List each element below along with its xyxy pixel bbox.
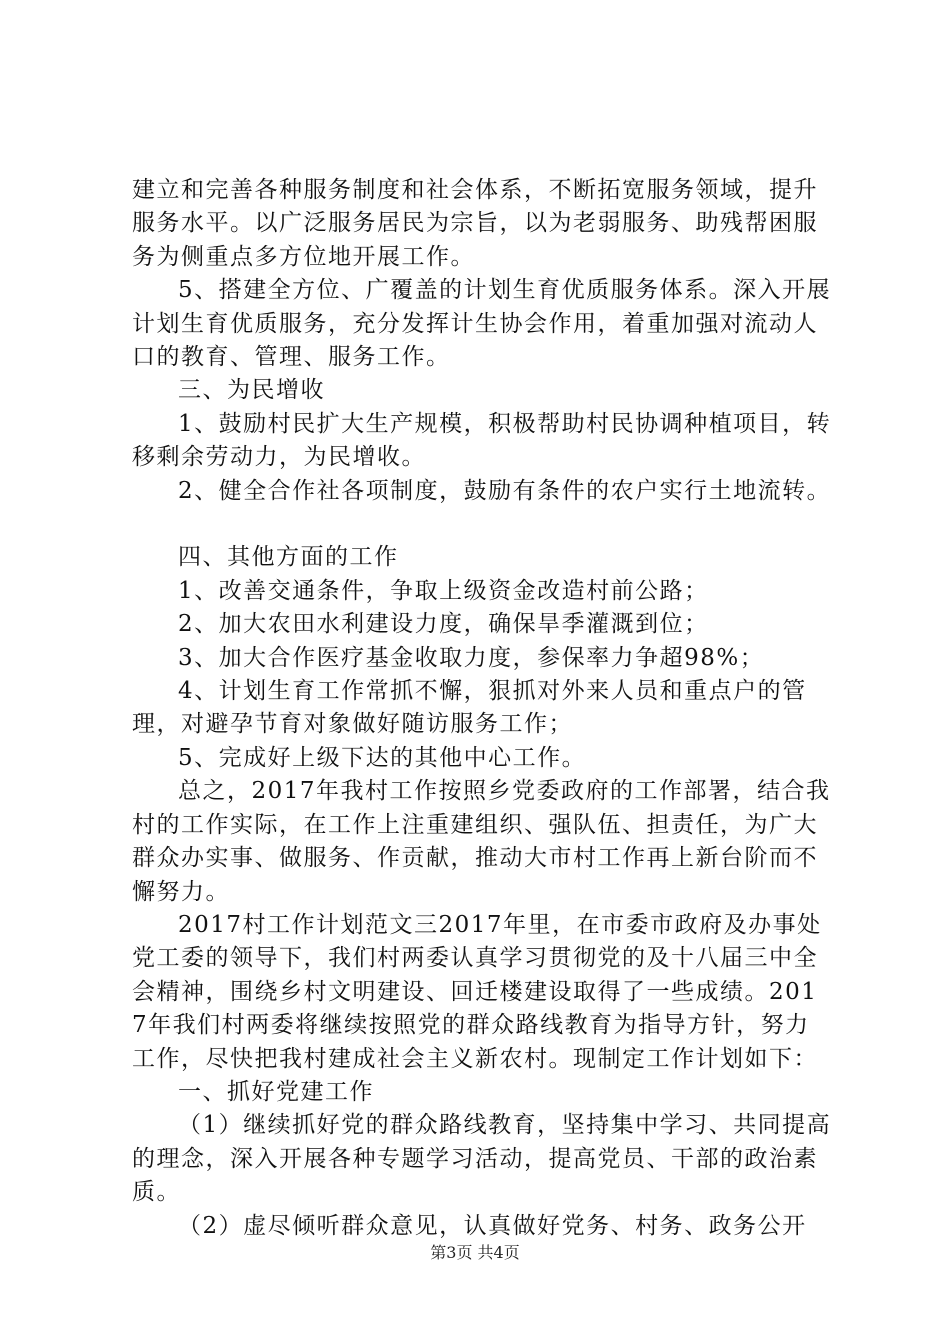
paragraph: 2、加大农田水利建设力度，确保旱季灌溉到位；: [178, 611, 709, 638]
paragraph: 1、改善交通条件，争取上级资金改造村前公路；: [178, 577, 709, 604]
paragraph: 2、健全合作社各项制度，鼓励有条件的农户实行土地流转。: [178, 477, 832, 504]
page-footer: 第3页 共4页: [430, 1243, 520, 1262]
paragraph: 5、搭建全方位、广覆盖的计划生育优质服务体系。深入开展计划生育优质服务，充分发挥计生协会作用，着重加强对流动人口的教育、管理、服务工作。: [132, 277, 832, 371]
paragraph: 2017村工作计划范文三2017年里，在市委市政府及办事处党工委的领导下，我们村两委认真学习贯彻党的及十八届三中全会精神，围绕乡村文明建设、回迁楼建设取得了一些成绩。2017年我们村两委将继续按照党的群众路线教育为指导方针，努力工作，尽快把我村建成社会主义新农村。现制定工作计划如下：: [132, 911, 822, 1072]
paragraph: 5、完成好上级下达的其他中心工作。: [178, 744, 587, 771]
paragraph: 总之，2017年我村工作按照乡党委政府的工作部署，结合我村的工作实际，在工作上注重建组织、强队伍、担责任，为广大群众办实事、做服务、作贡献，推动大市村工作再上新台阶而不懈努力。: [132, 778, 831, 905]
paragraph: 建立和完善各种服务制度和社会体系，不断拓宽服务领域，提升服务水平。以广泛服务居民为宗旨，以为老弱服务、助残帮困服务为侧重点多方位地开展工作。: [132, 177, 818, 270]
paragraph: 1、鼓励村民扩大生产规模，积极帮助村民协调种植项目，转移剩余劳动力，为民增收。: [132, 410, 832, 471]
paragraph: （1）继续抓好党的群众路线教育，坚持集中学习、共同提高的理念，深入开展各种专题学习活动，提高党员、干部的政治素质。: [132, 1112, 832, 1206]
paragraph: 一、抓好党建工作: [178, 1078, 374, 1105]
paragraph: 4、计划生育工作常抓不懈，狠抓对外来人员和重点户的管理，对避孕节育对象做好随访服务工作；: [132, 678, 807, 738]
paragraph: （2）虚尽倾听群众意见，认真做好党务、村务、政务公开: [178, 1212, 807, 1239]
paragraph: 四、其他方面的工作: [178, 544, 399, 571]
document-body: [132, 174, 832, 1243]
blank-line: [132, 508, 832, 541]
paragraph: 3、加大合作医疗基金收取力度，参保率力争超98%；: [178, 644, 765, 671]
paragraph: 三、为民增收: [178, 377, 325, 404]
